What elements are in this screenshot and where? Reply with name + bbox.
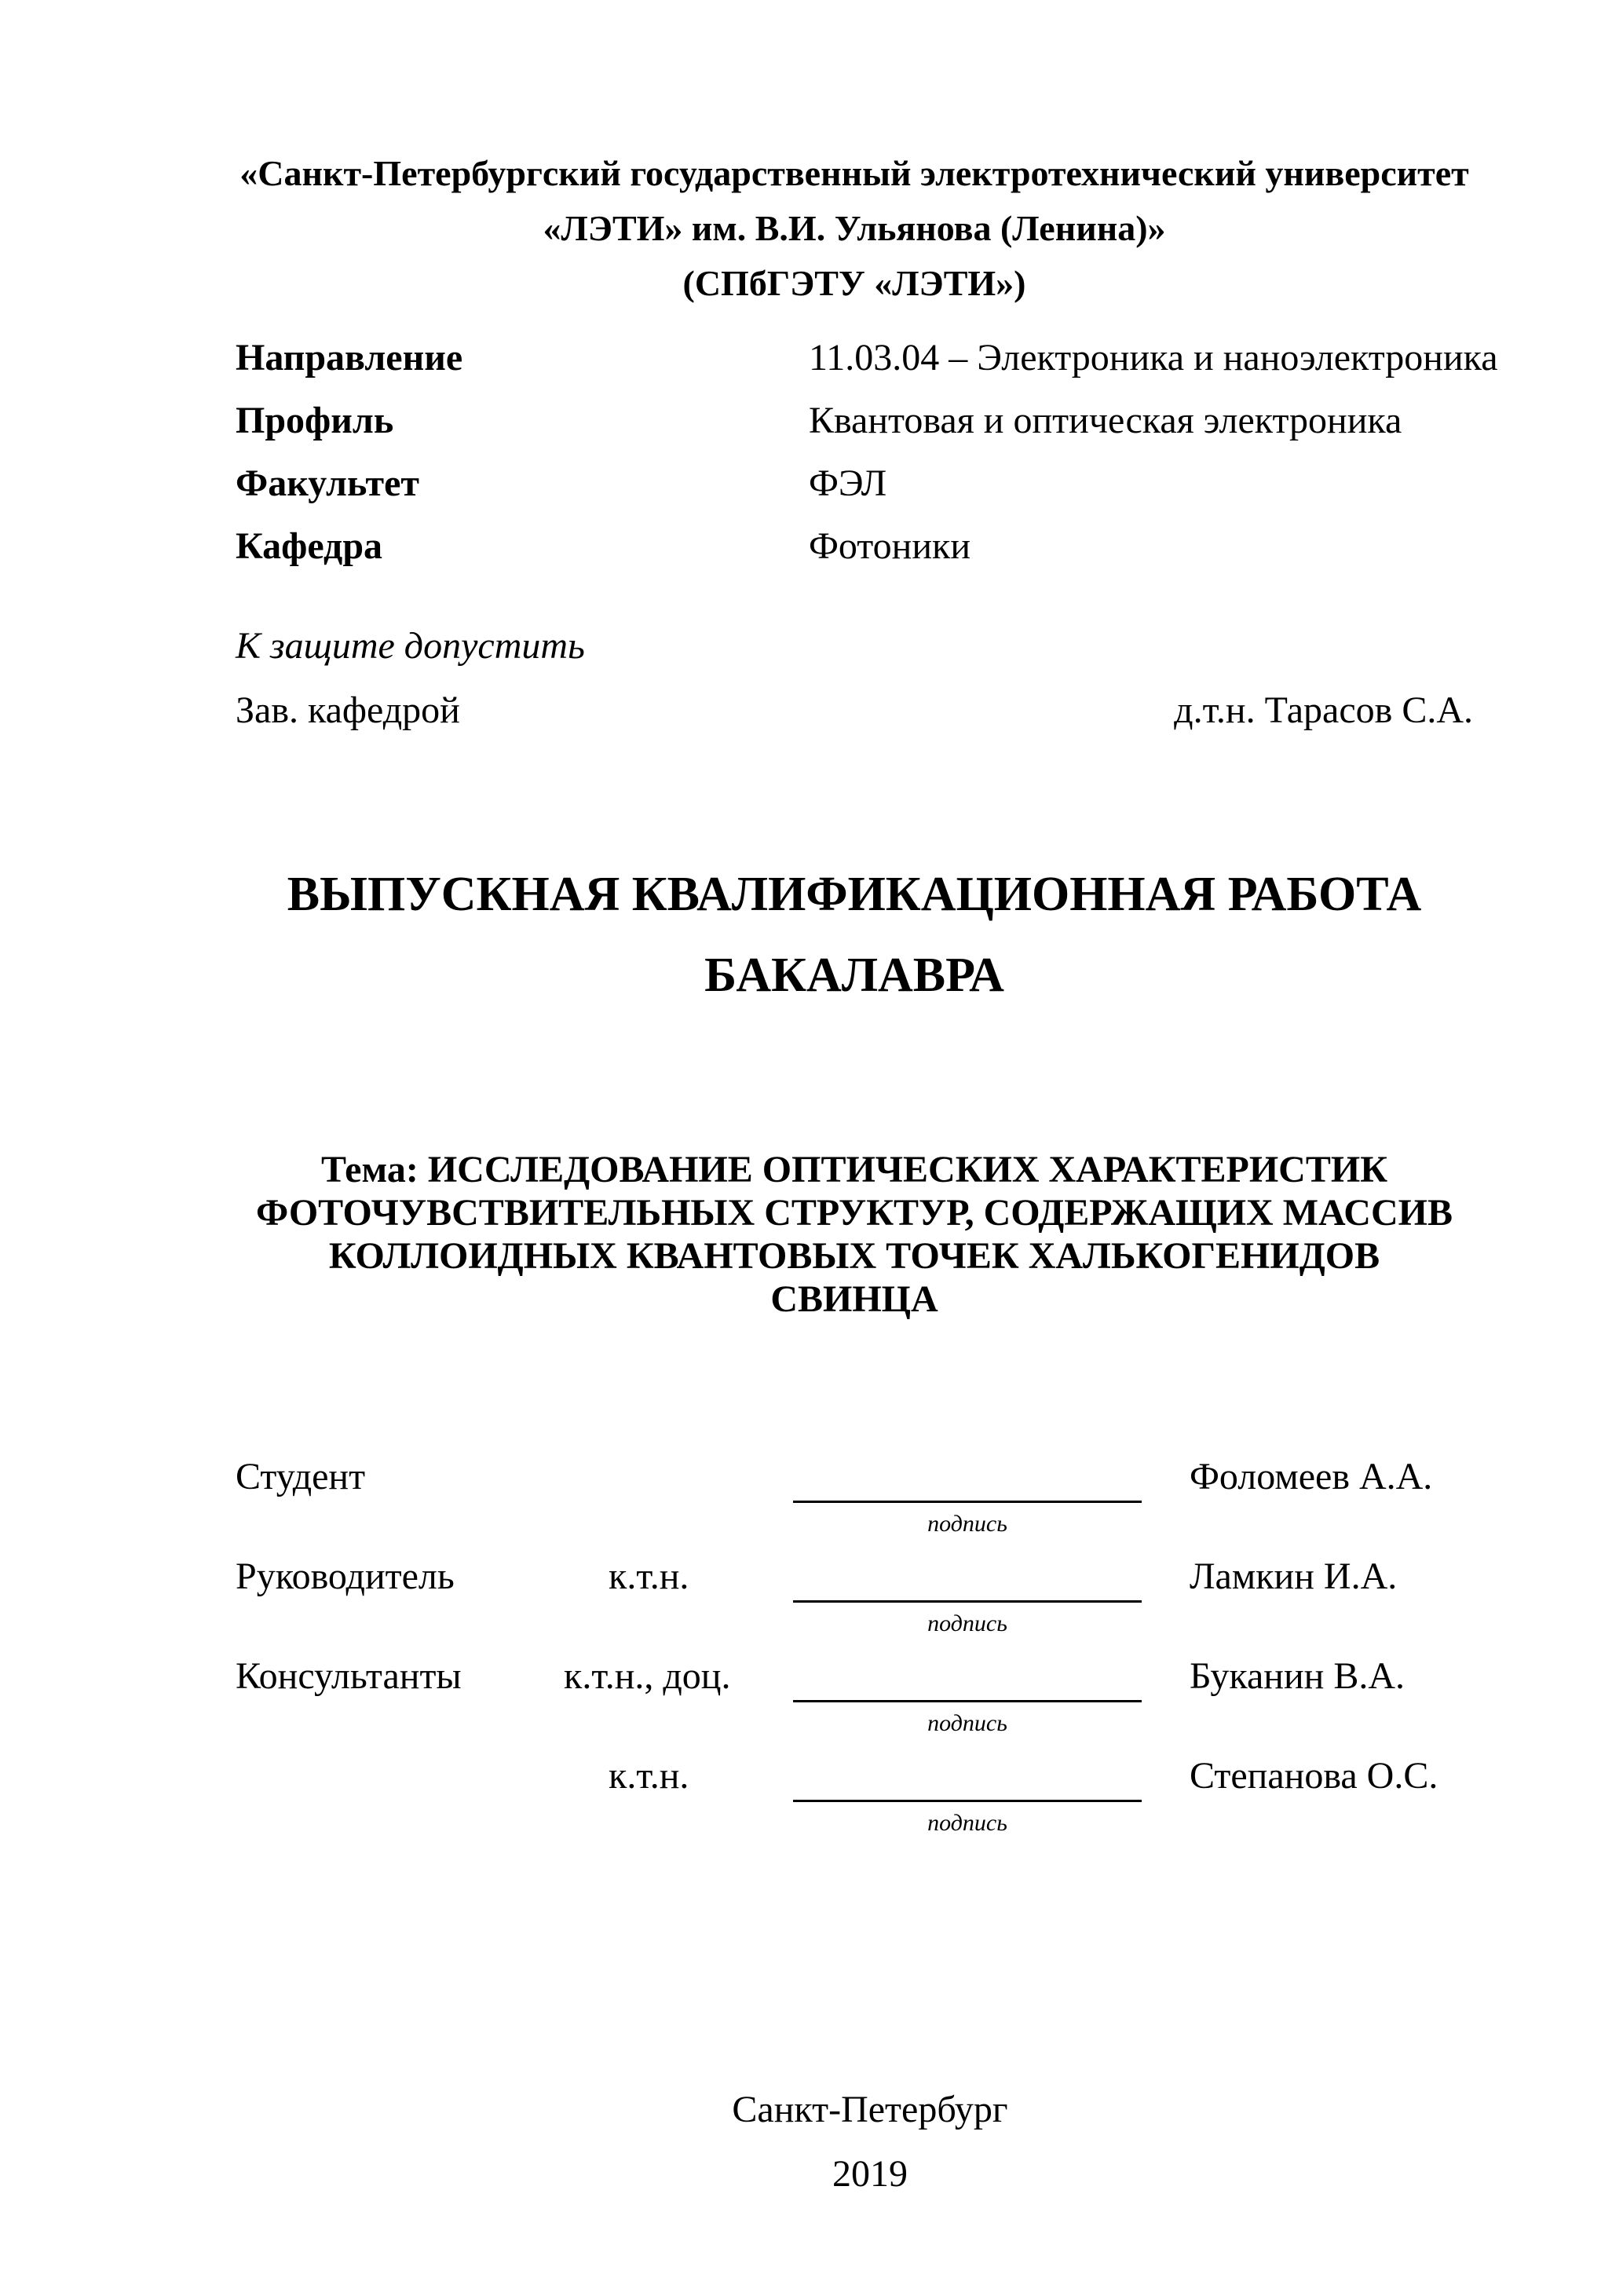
signature-line [793,1700,1142,1702]
field-row-profile [236,389,1473,452]
work-title [236,854,1473,1016]
department-head-row [236,678,1473,743]
signature-degree: к.т.н. [609,1755,689,1797]
field-value: ФЭЛ [809,462,887,504]
field-label: Профиль [236,400,394,441]
field-row-department [236,515,1473,578]
work-title-line: БАКАЛАВРА [704,949,1004,1002]
field-value: Квантовая и оптическая электроника [809,400,1402,441]
signature-role: Консультанты [236,1655,462,1697]
signature-degree: к.т.н. [609,1556,689,1597]
university-header-line: «Санкт-Петербургский государственный электротехнический университет [239,153,1469,193]
footer-year: 2019 [832,2153,908,2195]
field-row-direction [236,327,1498,389]
signature-line [793,1800,1142,1802]
signature-caption: подпись [927,1511,1007,1537]
field-label: Кафедра [236,525,383,567]
topic-block [236,1148,1473,1321]
field-value: 11.03.04 – Электроника и наноэлектроника [809,337,1498,378]
field-label: Направление [236,337,463,378]
signature-role: Руководитель [236,1556,455,1597]
department-head-label: Зав. кафедрой [236,689,460,731]
topic-line: ФОТОЧУВСТВИТЕЛЬНЫХ СТРУКТУР, СОДЕРЖАЩИХ МАССИВ [256,1192,1453,1234]
field-value: Фотоники [809,525,971,567]
topic-line: СВИНЦА [770,1278,938,1320]
signature-role: Студент [236,1456,366,1497]
topic-line: Тема: ИССЛЕДОВАНИЕ ОПТИЧЕСКИХ ХАРАКТЕРИСТИК [320,1149,1387,1190]
work-title-line: ВЫПУСКНАЯ КВАЛИФИКАЦИОННАЯ РАБОТА [287,868,1422,921]
signature-row-consultant-1 [236,1655,1473,1761]
topic-line: КОЛЛОИДНЫХ КВАНТОВЫХ ТОЧЕК ХАЛЬКОГЕНИДОВ [328,1235,1380,1277]
signature-line [793,1600,1142,1603]
program-fields [236,327,1498,578]
signature-row-supervisor [236,1558,1473,1662]
field-row-faculty [236,452,1473,515]
signature-row-student [236,1458,1473,1562]
signature-caption: подпись [927,1710,1007,1736]
field-label: Факультет [236,462,419,504]
footer-block [251,2078,1489,2206]
approval-block [236,614,1473,743]
signature-line [793,1501,1142,1503]
signature-degree: к.т.н., доц. [564,1655,731,1697]
footer-city: Санкт-Петербург [732,2089,1008,2130]
university-header [236,146,1473,311]
signature-caption: подпись [927,1610,1007,1636]
signature-row-consultant-2 [236,1757,1473,1861]
signature-name: Фоломеев А.А. [1190,1456,1433,1497]
signature-name: Буканин В.А. [1190,1655,1406,1697]
department-head-name: д.т.н. Тарасов С.А. [1174,689,1473,731]
signature-name: Степанова О.С. [1190,1755,1438,1797]
university-header-line: (СПбГЭТУ «ЛЭТИ») [682,263,1026,303]
signature-caption: подпись [927,1810,1007,1836]
university-header-line: «ЛЭТИ» им. В.И. Ульянова (Ленина)» [543,208,1166,248]
admit-to-defense-line: К защите допустить [236,625,585,667]
signature-name: Ламкин И.А. [1190,1556,1398,1597]
